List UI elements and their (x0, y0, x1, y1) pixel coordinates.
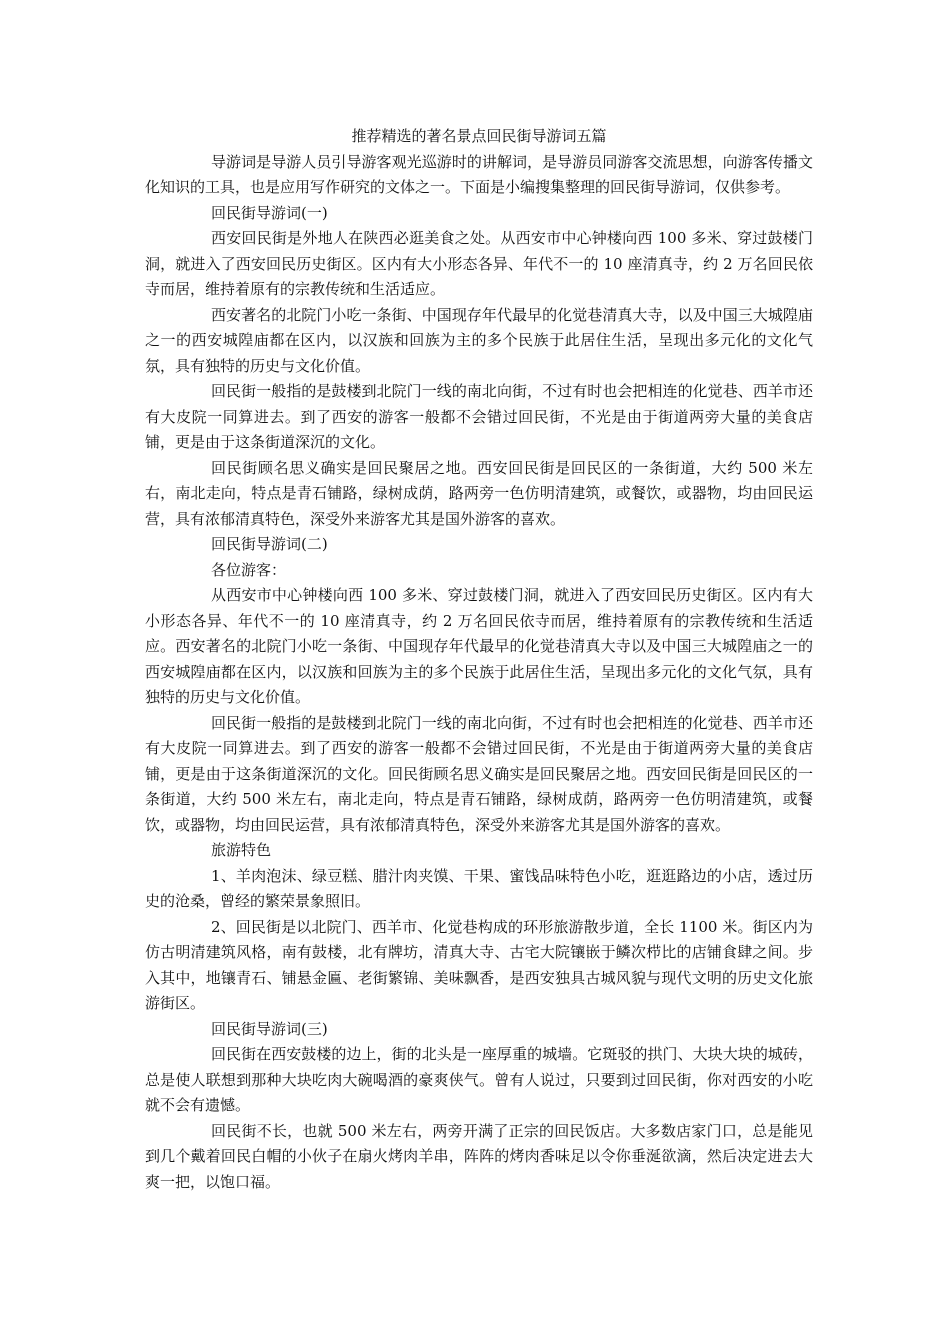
document-page (145, 124, 813, 1195)
section1-paragraph: 回民街一般指的是鼓楼到北院门一线的南北向街，不过有时也会把相连的化觉巷、西羊市还有大皮院一同算进去。到了西安的游客一般都不会错过回民街，不光是由于街道两旁大量的美食店铺，更是由于这条街道深沉的文化。 (145, 382, 813, 451)
section1-paragraph: 回民街顾名思义确实是回民聚居之地。西安回民街是回民区的一条街道，大约 500 米左右，南北走向，特点是青石铺路，绿树成荫，路两旁一色仿明清建筑，或餐饮，或器物，均由回民运营，具有浓郁清真特色，深受外来游客尤其是国外游客的喜欢。 (145, 458, 813, 528)
section1-paragraph: 西安著名的北院门小吃一条街、中国现存年代最早的化觉巷清真大寺，以及中国三大城隍庙之一的西安城隍庙都在区内，以汉族和回族为主的多个民族于此居住生活，呈现出多元化的文化气氛，具有独特的历史与文化价值。 (145, 305, 813, 375)
intro-paragraph: 导游词是导游人员引导游客观光巡游时的讲解词，是导游员同游客交流思想，向游客传播文化知识的工具，也是应用写作研究的文体之一。下面是小编搜集整理的回民街导游词，仅供参考。 (145, 152, 813, 196)
section-heading-2: 回民街导游词(二) (211, 535, 328, 553)
section3-paragraph: 回民街在西安鼓楼的边上，街的北头是一座厚重的城墙。它斑驳的拱门、大块大块的城砖，总是使人联想到那种大块吃肉大碗喝酒的豪爽侠气。曾有人说过，只要到过回民街，你对西安的小吃就不会有遗憾。 (145, 1045, 813, 1114)
document-title: 推荐精选的著名景点回民街导游词五篇 (351, 127, 607, 145)
section2-greeting: 各位游客： (211, 560, 287, 579)
section3-paragraph: 回民街不长，也就 500 米左右，两旁开满了正宗的回民饭店。大多数店家门口，总是能见到几个戴着回民白帽的小伙子在扇火烤肉羊串，阵阵的烤肉香味足以令你垂涎欲滴，然后决定进去大爽一把，以饱口福。 (145, 1121, 813, 1191)
feature-heading: 旅游特色 (211, 841, 272, 859)
feature-item: 2、回民街是以北院门、西羊市、化觉巷构成的环形旅游散步道，全长 1100 米。街区内为仿古明清建筑风格，南有鼓楼，北有牌坊，清真大寺、古宅大院镶嵌于鳞次栉比的店铺食肆之间。步入其中，地镶青石、铺悬金匾、老街繁锦、美味飘香，是西安独具古城风貌与现代文明的历史文化旅游街区。 (145, 917, 813, 1012)
section1-paragraph: 西安回民街是外地人在陕西必逛美食之处。从西安市中心钟楼向西 100 多米、穿过鼓楼门洞，就进入了西安回民历史街区。区内有大小形态各异、年代不一的 10 座清真寺，约 2 万名回民依寺而居，维持着原有的宗教传统和生活适应。 (145, 229, 813, 298)
feature-item: 1、羊肉泡沫、绿豆糕、腊汁肉夹馍、干果、蜜饯品味特色小吃，逛逛路边的小店，透过历史的沧桑，曾经的繁荣景象照旧。 (145, 866, 813, 910)
section2-paragraph: 回民街一般指的是鼓楼到北院门一线的南北向街，不过有时也会把相连的化觉巷、西羊市还有大皮院一同算进去。到了西安的游客一般都不会错过回民街，不光是由于街道两旁大量的美食店铺，更是由于这条街道深沉的文化。回民街顾名思义确实是回民聚居之地。西安回民街是回民区的一条街道，大约 500 米左右，南北走向，特点是青石铺路，绿树成荫，路两旁一色仿明清建筑，或餐饮，或器物，均由回民运营，具有浓郁清真特色，深受外来游客尤其是国外游客的喜欢。 (145, 713, 813, 834)
section-heading-1: 回民街导游词(一) (211, 203, 328, 222)
section2-paragraph: 从西安市中心钟楼向西 100 多米、穿过鼓楼门洞，就进入了西安回民历史街区。区内有大小形态各异、年代不一的 10 座清真寺，约 2 万名回民依寺而居，维持着原有的宗教传统和生活适应。西安著名的北院门小吃一条街、中国现存年代最早的化觉巷清真大寺以及中国三大城隍庙之一的西安城隍庙都在区内，以汉族和回族为主的多个民族于此居住生活，呈现出多元化的文化气氛，具有独特的历史与文化价值。 (145, 586, 813, 706)
section-heading-3: 回民街导游词(三) (211, 1019, 328, 1038)
